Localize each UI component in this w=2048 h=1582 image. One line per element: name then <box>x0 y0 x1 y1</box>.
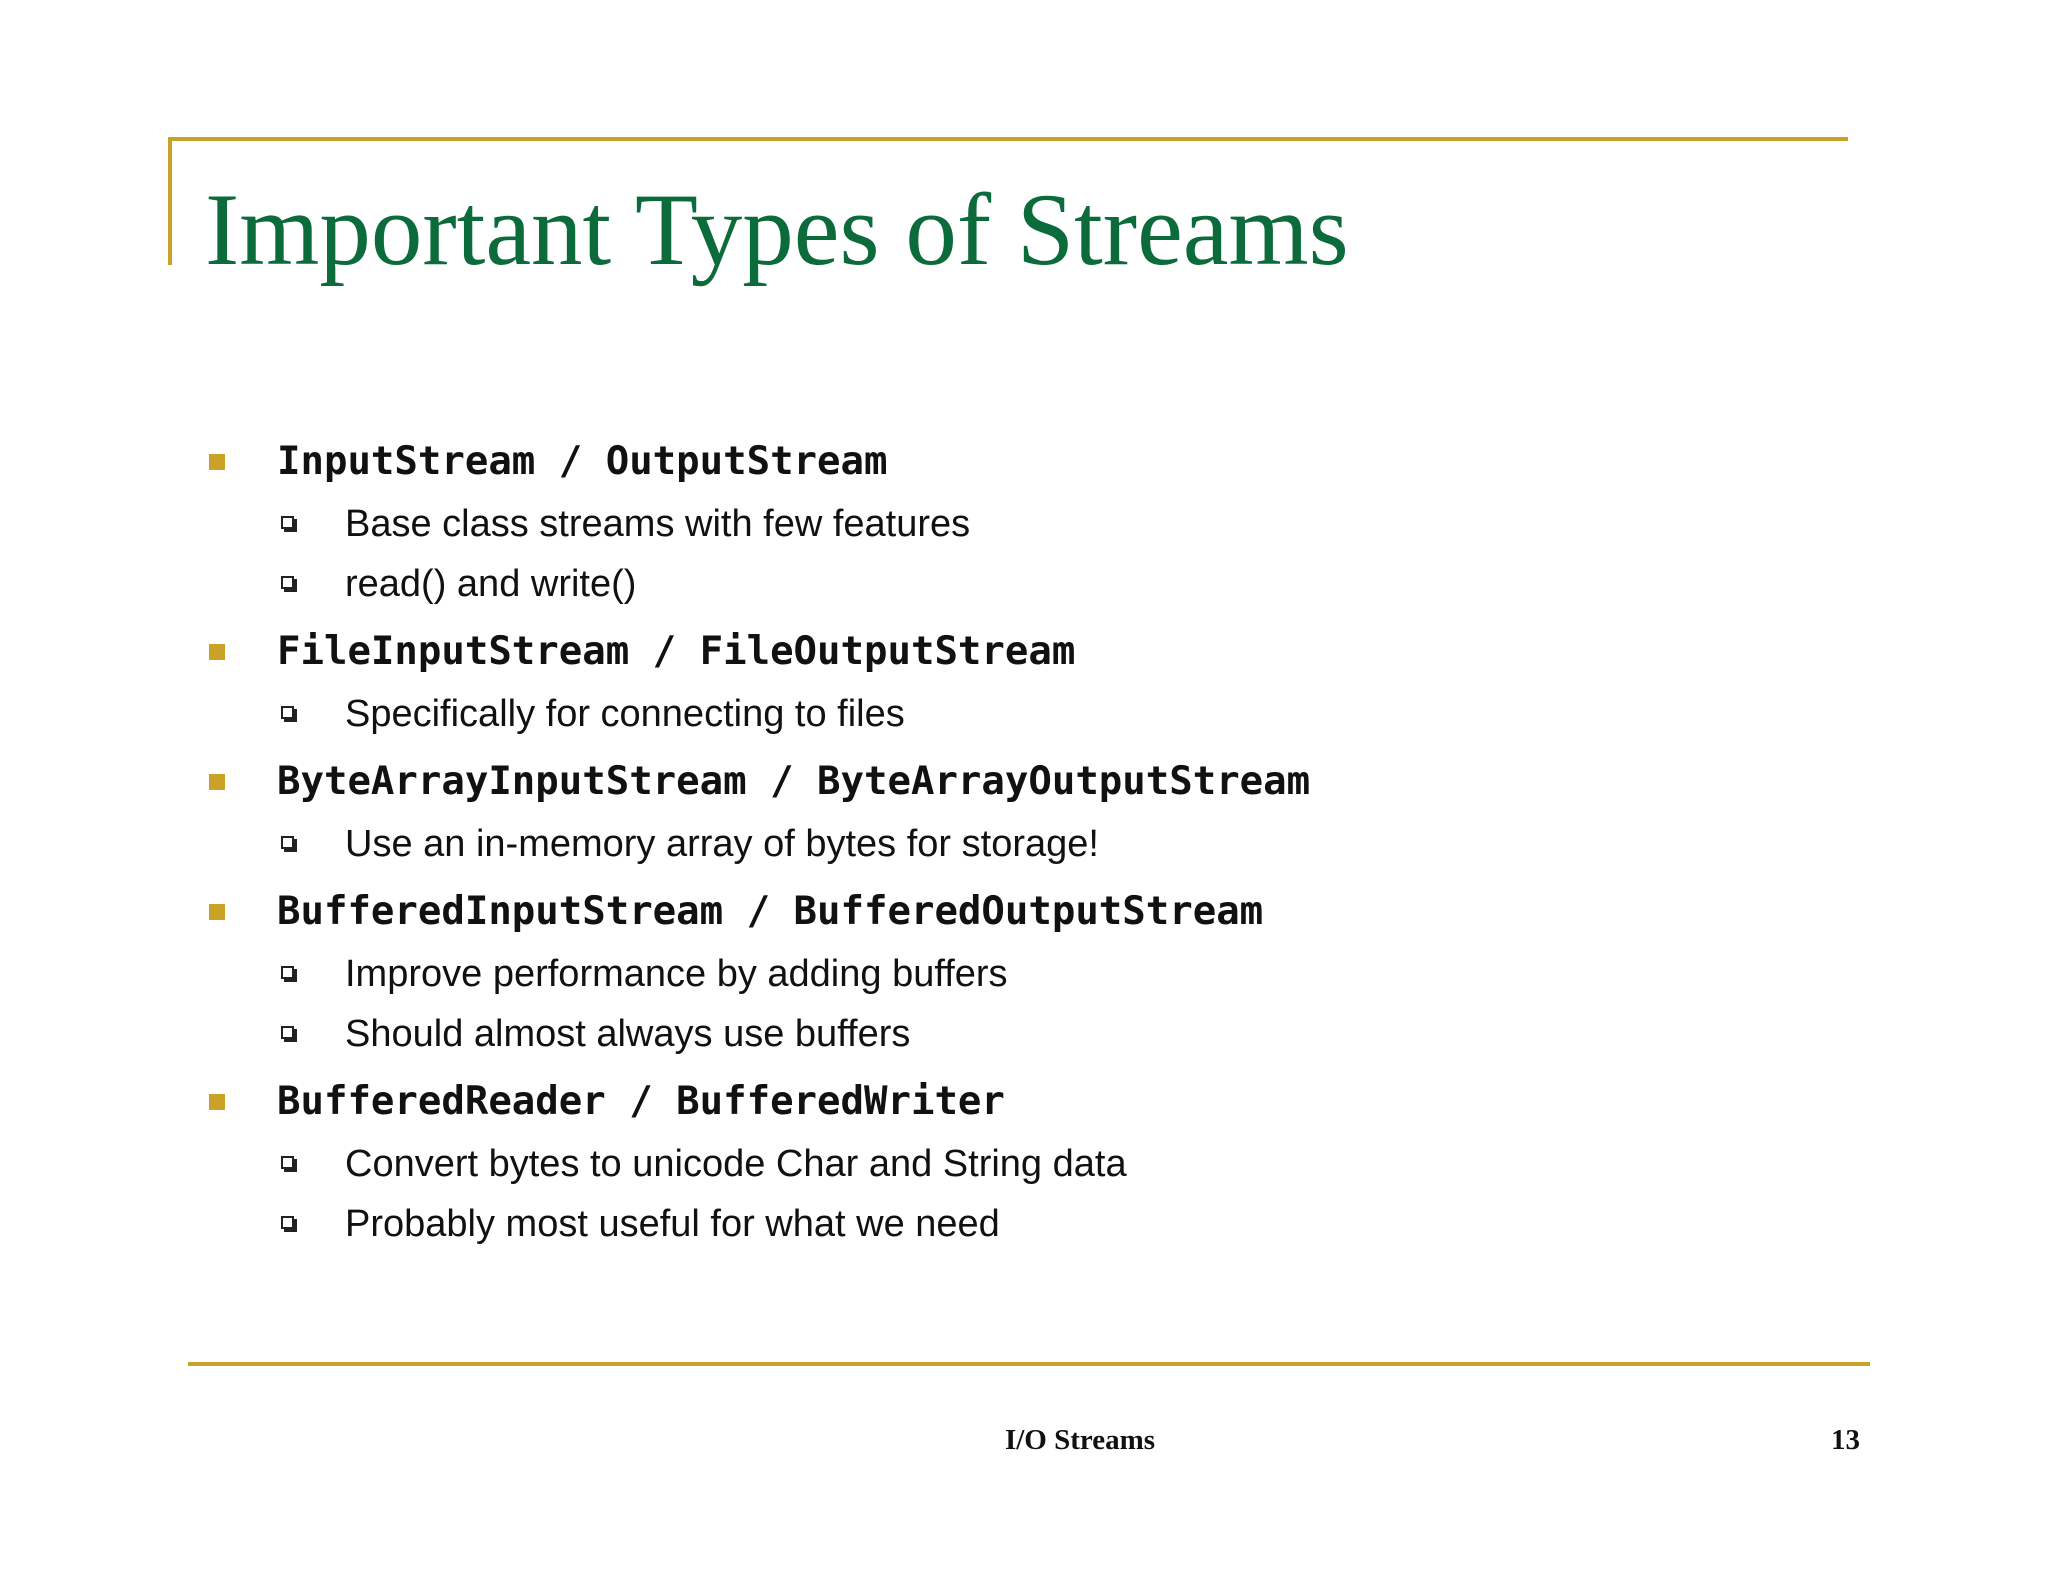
square-bullet-icon <box>209 644 225 660</box>
page-number: 13 <box>1831 1424 1860 1456</box>
hollow-square-bullet-icon <box>281 1026 294 1039</box>
list-item <box>205 1070 1845 1254</box>
class-name-label: InputStream / OutputStream <box>277 439 888 484</box>
square-bullet-icon <box>209 904 225 920</box>
sub-item-text: Use an in-memory array of bytes for storage! <box>345 823 1099 865</box>
hollow-square-bullet-icon <box>281 966 294 979</box>
title-frame-left-rule <box>168 137 172 265</box>
sub-item-text: Improve performance by adding buffers <box>345 953 1008 995</box>
sub-item-text: Convert bytes to unicode Char and String data <box>345 1143 1127 1185</box>
sub-list-item <box>205 944 1845 1004</box>
class-name-label: FileInputStream / FileOutputStream <box>277 629 1076 674</box>
sub-list-item <box>205 1134 1845 1194</box>
sub-list-item <box>205 1194 1845 1254</box>
sub-item-text: Probably most useful for what we need <box>345 1203 1000 1245</box>
sub-list-item <box>205 684 1845 744</box>
sub-item-text: Specifically for connecting to files <box>345 693 905 735</box>
list-item <box>205 880 1845 1070</box>
list-item <box>205 620 1845 750</box>
bullet-list <box>205 430 1845 1254</box>
hollow-square-bullet-icon <box>281 576 294 589</box>
square-bullet-icon <box>209 1094 225 1110</box>
sub-item-text: read() and write() <box>345 563 637 605</box>
sub-list-item <box>205 494 1845 554</box>
slide-title: Important Types of Streams <box>205 173 1349 287</box>
hollow-square-bullet-icon <box>281 516 294 529</box>
list-item <box>205 430 1845 620</box>
sub-list-item <box>205 1004 1845 1064</box>
footer-title: I/O Streams <box>1004 1424 1156 1456</box>
title-frame-top-rule <box>168 137 1848 141</box>
hollow-square-bullet-icon <box>281 836 294 849</box>
class-name-label: BufferedReader / BufferedWriter <box>277 1079 1005 1124</box>
sub-list-item <box>205 554 1845 614</box>
hollow-square-bullet-icon <box>281 706 294 719</box>
hollow-square-bullet-icon <box>281 1156 294 1169</box>
sub-list-item <box>205 814 1845 874</box>
sub-item-text: Should almost always use buffers <box>345 1013 911 1055</box>
square-bullet-icon <box>209 454 225 470</box>
class-name-label: BufferedInputStream / BufferedOutputStream <box>277 889 1264 934</box>
square-bullet-icon <box>209 774 225 790</box>
list-item <box>205 750 1845 880</box>
footer-rule <box>188 1362 1870 1366</box>
class-name-label: ByteArrayInputStream / ByteArrayOutputStream <box>277 759 1311 804</box>
hollow-square-bullet-icon <box>281 1216 294 1229</box>
sub-item-text: Base class streams with few features <box>345 503 971 545</box>
